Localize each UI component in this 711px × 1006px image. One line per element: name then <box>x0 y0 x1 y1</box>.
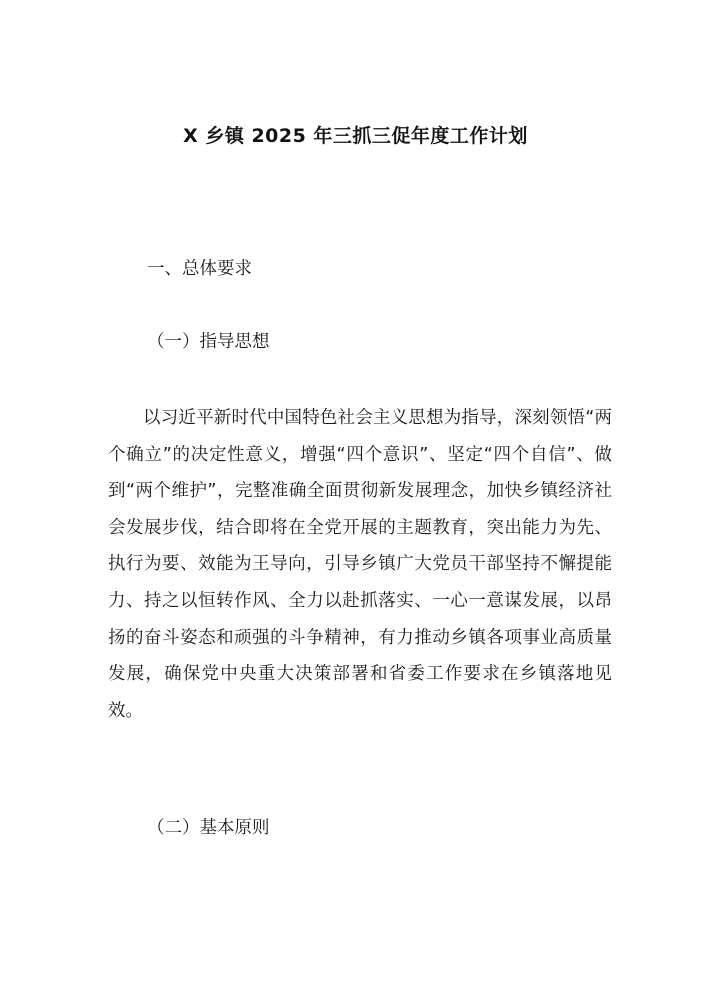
subsection-heading-guiding-ideology: （一）指导思想 <box>147 332 270 352</box>
document-title: X 乡镇 2025 年三抓三促年度工作计划 <box>183 125 528 147</box>
guiding-ideology-paragraph: 以习近平新时代中国特色社会主义思想为指导，深刻领悟“两个确立”的决定性意义，增强“四个意识”、坚定“四个自信”、做到“两个维护”，完整准确全面贯彻新发展理念，加快乡镇经济社会发展步伐，结合即将在全党开展的主题教育，突出能力为先、执行为要、效能为王导向，引导乡镇广大党员干部坚持不懈提能力、持之以恒转作风、全力以赴抓落实、一心一意谋发展，以昂扬的奋斗姿态和顽强的斗争精神，有力推动乡镇各项事业高质量发展，确保党中央重大决策部署和省委工作要求在乡镇落地见效。 <box>108 408 612 721</box>
section-heading-general-requirements: 一、总体要求 <box>147 259 252 279</box>
subsection-heading-basic-principles: （二）基本原则 <box>147 818 270 838</box>
